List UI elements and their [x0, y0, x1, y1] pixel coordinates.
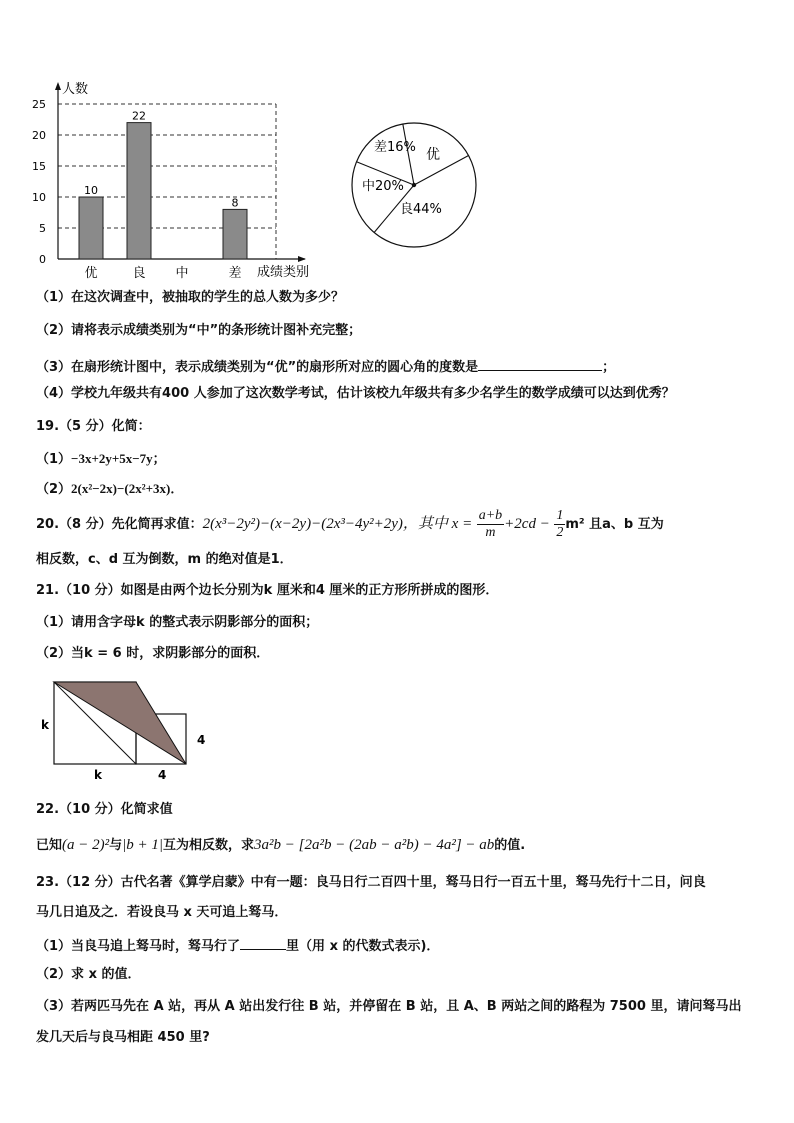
bar-value-label: 22	[132, 109, 146, 123]
label-4-bottom: 4	[158, 768, 167, 782]
bar-0	[79, 197, 103, 259]
pie-chart	[340, 110, 490, 260]
q23-part3-line1: （3）若两匹马先在 A 站，再从 A 站出发行往 B 站，并停留在 B 站，且 A、B 两站之间的路程为 7500 里，请问驽马出	[36, 999, 742, 1014]
q23-line2: 马几日追及之．若设良马 x 天可追上驽马．	[36, 905, 288, 920]
y-tick-label: 10	[32, 191, 46, 204]
fraction-a-plus-b-over-m: $\frac{a+b}{m}$	[478, 508, 503, 540]
label-k-bottom: k	[94, 768, 102, 782]
pie-label-liang: 良44%	[400, 202, 442, 217]
pie-label-cha: 差16%	[374, 140, 416, 155]
q19-heading: 19.（5 分）化简：	[36, 419, 151, 434]
q20-line1: 20.（8 分）先化简再求值：2(x³−2y²)−(x−2y)−(2x³−4y²+2y)，其中 x = $\frac{a+b}{m}$ +2cd − $\frac{1}{2}$ m² 且a、b 互为	[36, 508, 664, 540]
y-tick-label: 15	[32, 160, 46, 173]
pie-label-you: 优	[426, 147, 440, 163]
shaded-triangle	[54, 682, 186, 764]
q21-part1: （1）请用含字母k 的整式表示阴影部分的面积；	[36, 615, 319, 630]
q18-part1: （1）在这次调查中，被抽取的学生的总人数为多少？	[36, 290, 345, 305]
q18-part4: （4）学校九年级共有400 人参加了这次数学考试，估计该校九年级共有多少名学生的数学成绩可以达到优秀？	[36, 386, 675, 401]
q20-line2: 相反数，c、d 互为倒数，m 的绝对值是1．	[36, 552, 293, 567]
q21-part2: （2）当k = 6 时，求阴影部分的面积．	[36, 646, 270, 661]
squares-figure	[36, 676, 221, 791]
label-4-side: 4	[197, 733, 206, 747]
bar-1	[127, 123, 151, 259]
bar-value-label: 8	[231, 196, 239, 210]
q23-answer-blank	[240, 935, 286, 950]
x-category-label: 优	[84, 266, 98, 281]
x-category-label: 差	[228, 266, 242, 281]
q23-part2: （2）求 x 的值．	[36, 967, 141, 982]
x-axis-label: 成绩类别	[257, 265, 310, 280]
x-category-label: 良	[132, 266, 146, 281]
y-tick-label: 0	[39, 253, 46, 266]
label-k-side: k	[41, 718, 49, 732]
fraction-one-half: $\frac{1}{2}$	[556, 508, 564, 540]
y-tick-label: 5	[39, 222, 46, 235]
x-axis-arrow	[298, 256, 306, 262]
pie-boundary	[414, 156, 469, 185]
q22-heading: 22.（10 分）化简求值	[36, 802, 173, 817]
y-tick-label: 25	[32, 98, 46, 111]
pie-label-zhong: 中20%	[362, 179, 404, 194]
q19-part1: （1）−3x+2y+5x−7y；	[36, 451, 166, 467]
q18-part3: （3）在扇形统计图中，表示成绩类别为“优”的扇形所对应的圆心角的度数是 ；	[36, 356, 615, 377]
q19-part2: （2）2(x²−2x)−(2x²+3x)．	[36, 481, 184, 497]
q22-body: 已知(a − 2)²与|b + 1|互为相反数，求3a²b − [2a²b − (2ab − a²b) − 4a²] − ab的值.	[36, 837, 526, 853]
q23-line1: 23.（12 分）古代名著《算学启蒙》中有一题：良马日行二百四十里，驽马日行一百五十里，驽马先行十二日，问良	[36, 875, 706, 890]
bar-value-label: 10	[84, 184, 98, 197]
q18-answer-blank	[478, 356, 602, 371]
bar-chart	[30, 78, 330, 283]
y-axis-arrow	[55, 82, 61, 90]
q21-heading: 21.（10 分）如图是由两个边长分别为k 厘米和4 厘米的正方形所拼成的图形．	[36, 583, 499, 598]
y-axis-label: 人数	[62, 82, 89, 97]
x-category-label: 中	[175, 266, 189, 281]
bar-3	[223, 209, 247, 259]
q23-part3-line2: 发几天后与良马相距 450 里?	[36, 1030, 210, 1045]
q23-part1: （1）当良马追上驽马时，驽马行了 里（用 x 的代数式表示)．	[36, 935, 439, 956]
q18-part2: （2）请将表示成绩类别为“中”的条形统计图补充完整；	[36, 323, 362, 338]
y-tick-label: 20	[32, 129, 46, 142]
